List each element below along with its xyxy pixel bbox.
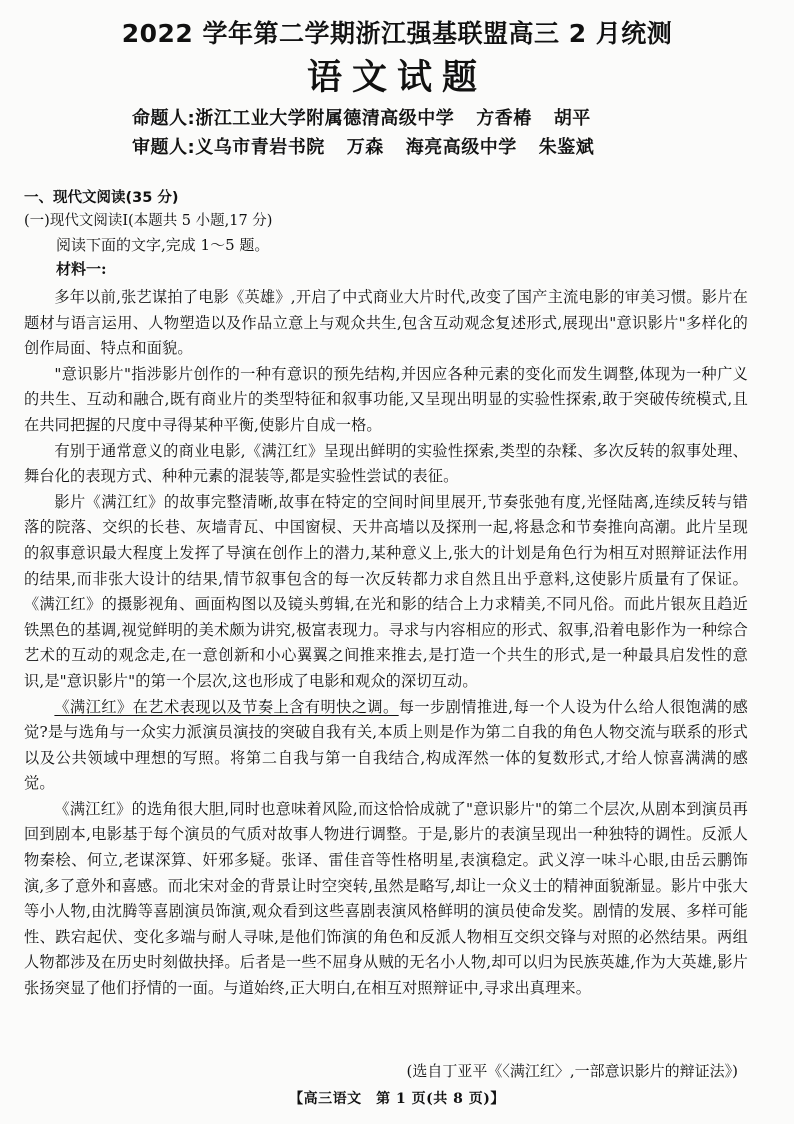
reviewer-name-2: 朱鉴斌	[538, 137, 595, 158]
underlined-phrase: 《满江红》在艺术表现以及节奏上含有明快之调。	[54, 697, 399, 716]
paragraph-4: 影片《满江红》的故事完整清晰,故事在特定的空间时间里展开,节奏张弛有度,光怪陆离,连续反转与错落的院落、交织的长巷、灰墙青瓦、中国窗棂、天井高墙以及探刑一起,将悬念和节奏推向高潮。此片呈现的叙事意识最大程度上发挥了导演在创作上的潜力,某种意义上,张大的计划是角色行为相互对照辩证法作用的结果,而非张大设计的结果,情节叙事包含的每一次反转都力求自然且出乎意料,这使影片质量有了保证。《满江红》的摄影视角、画面构图以及镜头剪辑,在光和影的结合上力求精美,不同凡俗。而此片银灰且趋近铁黑色的基调,视觉鲜明的美术颇为讲究,极富表现力。寻求与内容相应的形式、叙事,沿着电影作为一种综合艺术的互动的观念走,在一意创新和小心翼翼之间推来推去,是打造一个共生的形式,是一种最具启发性的意识,是"意识影片"的第一个层次,这也形成了电影和观众的深切互动。	[24, 492, 748, 690]
source-citation: (选自丁亚平《〈满江红〉,一部意识影片的辩证法》)	[406, 1062, 738, 1080]
author-line	[132, 104, 591, 130]
paragraph-1: 多年以前,张艺谋拍了电影《英雄》,开启了中式商业大片时代,改变了国产主流电影的审美习惯。影片在题材与语言运用、人物塑造以及作品立意上与观众共生,包含互动观念复述形式,展现出"意识影片"多样化的创作局面、特点和面貌。	[24, 288, 748, 358]
subpart-title: (一)现代文阅读Ⅰ(本题共 5 小题,17 分)	[24, 213, 273, 229]
material-label: 材料一:	[56, 260, 107, 278]
exam-title: 2022 学年第二学期浙江强基联盟高三 2 月统测	[121, 19, 673, 48]
paragraph-2: "意识影片"指涉影片创作的一种有意识的预先结构,并因应各种元素的变化而发生调整,体现为一种广义的共生、互动和融合,既有商业片的类型特征和叙事功能,又呈现出明显的实验性探索,敢于突破传统模式,且在共同把握的尺度中寻得某种平衡,使影片自成一格。	[24, 364, 748, 434]
paragraph-6: 《满江红》的选角很大胆,同时也意味着风险,而这恰恰成就了"意识影片"的第二个层次,从剧本到演员再回到剧本,电影基于每个演员的气质对故事人物进行调整。于是,影片的表演呈现出一种独特的调性。反派人物秦桧、何立,老谋深算、奸邪多疑。张译、雷佳音等性格明星,表演稳定。武义淳一味斗心眼,由岳云鹏饰演,多了意外和喜感。而北宋对金的背景让时空突转,虽然是略写,却让一众义士的精神面貌渐显。影片中张大等小人物,由沈腾等喜剧演员饰演,观众看到这些喜剧表演风格鲜明的演员使命发奖。剧情的发展、多样可能性、跌宕起伏、变化多端与耐人寻味,是他们饰演的角色和反派人物相互交织交锋与对照的必然结果。两组人物都涉及在历史时刻做抉择。后者是一些不屈身从贼的无名小人物,却可以归为民族英雄,作为大英雄,影片张扬突显了他们抒情的一面。与道始终,正大明白,在相互对照辩证中,寻求出真理来。	[24, 799, 748, 998]
reviewer-line	[132, 133, 594, 159]
page-footer: 【高三语文 第 1 页(共 8 页)】	[289, 1091, 505, 1107]
author-school: 浙江工业大学附属德清高级中学	[195, 108, 455, 129]
paragraph-5: 《满江红》在艺术表现以及节奏上含有明快之调。每一步剧情推进,每一个人设为什么给人很饱满的感觉?是与选角与一众实力派演员演技的突破自我有关,本质上则是作为第二自我的角色人物交流与联系的形式以及公共领域中理想的写照。将第二自我与第一自我结合,构成浑然一体的复数形式,才给人惊喜满满的感觉。	[24, 697, 748, 793]
reviewer-school-2: 海亮高级中学	[405, 137, 517, 158]
reviewer-school-1: 义乌市青岩书院	[195, 137, 325, 158]
reading-instruction: 阅读下面的文字,完成 1～5 题。	[56, 236, 270, 254]
author-name-2: 胡平	[553, 108, 591, 129]
paragraph-3: 有别于通常意义的商业电影,《满江红》呈现出鲜明的实验性探索,类型的杂糅、多次反转的叙事处理、舞台化的表现方式、种种元素的混装等,都是实验性尝试的表征。	[24, 441, 748, 486]
author-name-1: 方香椿	[476, 108, 532, 129]
part-title: 一、现代文阅读(35 分)	[24, 190, 179, 206]
material-body	[24, 285, 748, 1002]
exam-subject-title: 语文试题	[306, 58, 487, 98]
author-label: 命题人:	[132, 108, 196, 129]
reviewer-label: 审题人:	[132, 137, 196, 158]
reviewer-name-1: 万森	[346, 137, 384, 158]
